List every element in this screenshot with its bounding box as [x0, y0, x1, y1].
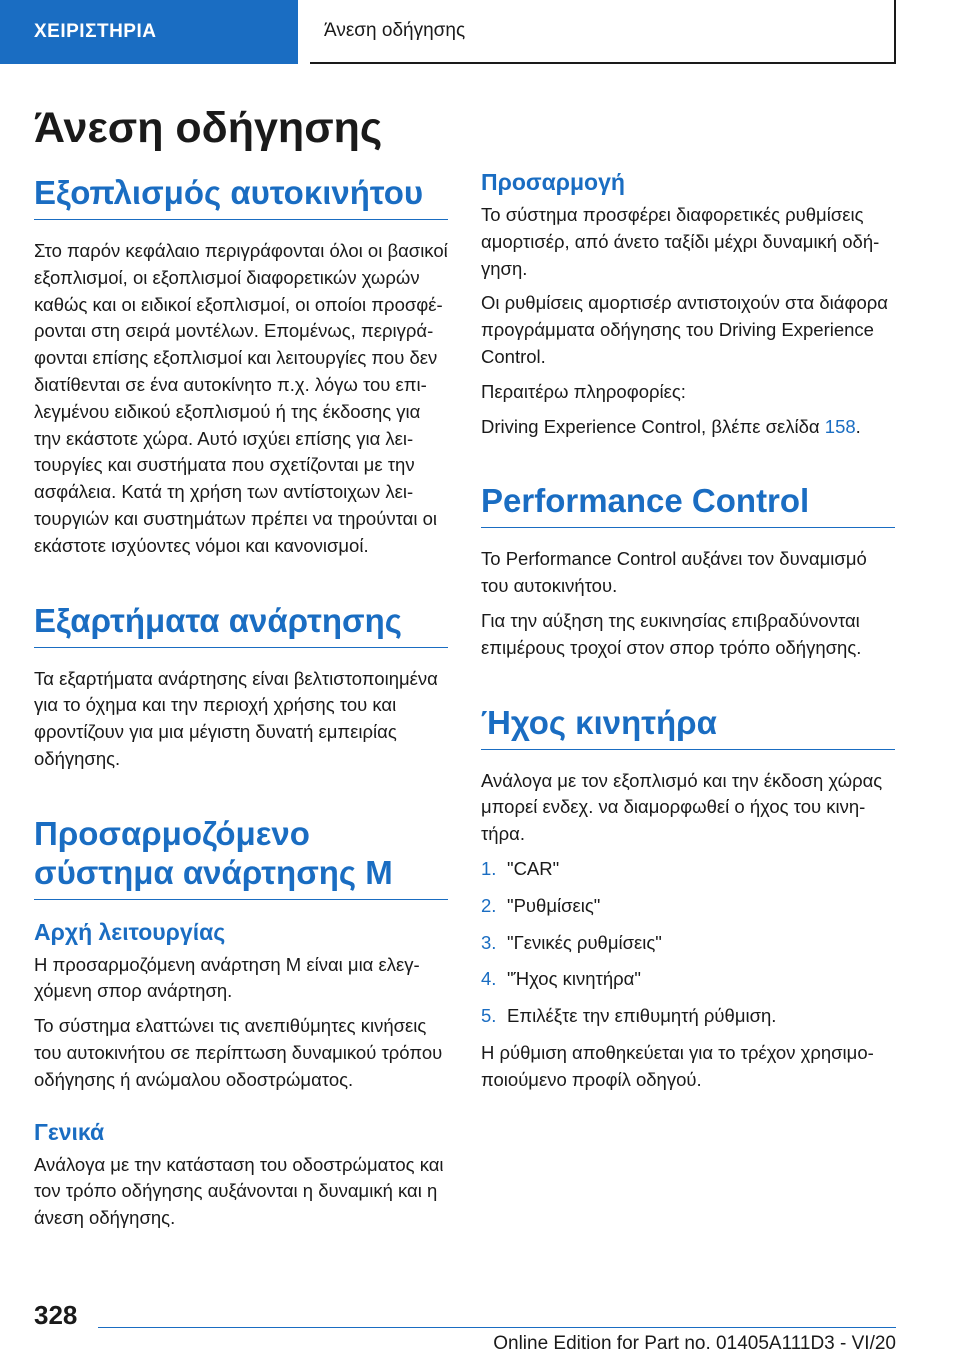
- heading-engine-sound: Ήχος κινητήρα: [481, 694, 895, 750]
- list-item: [481, 893, 895, 920]
- list-item: [481, 930, 895, 957]
- step-number: 1.: [481, 857, 497, 879]
- step-number: 2.: [481, 894, 497, 916]
- section-suspension: [34, 592, 448, 773]
- step-text: Επιλέξτε την επιθυμητή ρύθμιση.: [507, 1005, 777, 1027]
- page-link-158[interactable]: 158: [824, 415, 856, 437]
- section-adjustment: [481, 168, 895, 440]
- page-number: 328: [34, 1300, 78, 1330]
- equipment-paragraph: Στο παρόν κεφάλαιο περιγράφονται όλοι οι βασικοί εξοπλισμοί, οι εξοπλισμοί διαφορετικών χωρών καθώς και οι ειδικοί εξοπλισμοί, οι οποίοι προσφέρονται στη σειρά μοντέλων. Επομένως, περιγράφονται επίσης εξοπλισμοί και λειτουργίες που δεν διατίθενται σε ένα αυτοκίνητο π.χ. λόγω του επιλεγμένου ειδικού εξοπλισμού ή της έκδοσης για την εκάστοτε χώρα. Αυτό ισχύει επίσης για λειτουργίες και συστήματα που σχετίζονται με την ασφάλεια. Κατά τη χρήση των αντίστοιχων λειτουργιών και συστημάτων πρέπει να τηρούνται οι εκάστοτε ισχύοντες νόμοι και κανονισμοί.: [34, 239, 448, 556]
- suspension-paragraph: Τα εξαρτήματα ανάρτησης είναι βελτιστοποιημένα για το όχημα και την περιοχή χρήσης του και φροντίζουν για μια μέγιστη δυνατή εμπειρίας οδήγησης.: [34, 667, 438, 770]
- section-vehicle-equipment: [34, 164, 448, 560]
- right-column: [481, 164, 895, 1102]
- step-number: 3.: [481, 931, 497, 953]
- left-column: [34, 164, 448, 1240]
- heading-general: Γενικά: [34, 1118, 105, 1145]
- engine-sound-paragraph-2: Η ρύθμιση αποθηκεύεται για το τρέχον χρησιμοποιούμενο προφίλ οδηγού.: [481, 1042, 874, 1090]
- step-number: 5.: [481, 1005, 497, 1027]
- page-title: Άνεση οδήγησης: [34, 104, 383, 152]
- section-tab[interactable]: ΧΕΙΡΙΣΤΗΡΙΑ: [0, 0, 298, 64]
- adjustment-paragraph-1: Το σύστημα προσφέρει διαφορετικές ρυθμίσεις αμορτισέρ, από άνετο ταξίδι μέχρι δυναμική οδήγηση.: [481, 203, 880, 279]
- step-text: "Γενικές ρυθμίσεις": [507, 931, 662, 953]
- steps-list: [481, 856, 895, 1030]
- footer-edition: Online Edition for Part no. 01405A111D3 - VI/20: [493, 1333, 896, 1354]
- step-text: "Ήχος κινητήρα": [507, 968, 641, 990]
- performance-paragraph-1: Το Performance Control αυξάνει τον δυναμισμό του αυτοκινήτου.: [481, 548, 867, 597]
- adjustment-paragraph-3: Περαιτέρω πληροφορίες:: [481, 380, 686, 402]
- principle-paragraph-1: Η προσαρμοζόμενη ανάρτηση M είναι μια ελεγχόμενη σπορ ανάρτηση.: [34, 953, 420, 1002]
- step-text: "CAR": [507, 857, 560, 879]
- section-performance-control: [481, 472, 895, 661]
- adjustment-paragraph-2: Οι ρυθμίσεις αμορτισέρ αντιστοιχούν στα διάφορα προγράμματα οδήγησης του Driving Experience Control.: [481, 292, 888, 367]
- performance-paragraph-2: Για την αύξηση της ευκινησίας επιβραδύνονται επιμέρους τροχοί στον σπορ τρόπο οδήγησης.: [481, 609, 862, 658]
- list-item: [481, 1003, 895, 1030]
- step-number: 4.: [481, 968, 497, 990]
- chapter-title: Άνεση οδήγησης: [310, 0, 896, 64]
- adjustment-reference: [481, 414, 895, 441]
- list-item: [481, 856, 895, 883]
- reference-text: Driving Experience Control, βλέπε σελίδα: [481, 415, 825, 437]
- list-item: [481, 966, 895, 993]
- footer-divider: [98, 1327, 896, 1328]
- heading-principle: Αρχή λειτουργίας: [34, 918, 226, 945]
- engine-sound-paragraph-1: Ανάλογα με τον εξοπλισμό και την έκδοση χώρας μπορεί ενδεχ. να διαμορφωθεί ο ήχος του κινητήρα.: [481, 769, 883, 845]
- section-adaptive-suspension: [34, 805, 448, 1232]
- heading-suspension: Εξαρτήματα ανάρτησης: [34, 592, 448, 648]
- general-paragraph: Ανάλογα με την κατάσταση του οδοστρώματος και τον τρόπο οδήγησης αυξάνονται η δυναμική και η άνεση οδήγησης.: [34, 1153, 444, 1229]
- heading-adaptive-suspension: Προσαρμοζόμενο σύστημα ανάρτησης M: [34, 805, 448, 900]
- heading-adjustment: Προσαρμογή: [481, 169, 625, 195]
- heading-vehicle-equipment: Εξοπλισμός αυτοκινήτου: [34, 164, 448, 220]
- step-text: "Ρυθμίσεις": [507, 894, 601, 916]
- principle-paragraph-2: Το σύστημα ελαττώνει τις ανεπιθύμητες κινήσεις του αυτοκινήτου σε περίπτωση δυναμικού τρόπου οδήγησης ή ανώμαλου οδοστρώματος.: [34, 1015, 443, 1090]
- section-engine-sound: [481, 694, 895, 1094]
- reference-end: .: [855, 415, 861, 437]
- heading-performance-control: Performance Control: [481, 472, 895, 528]
